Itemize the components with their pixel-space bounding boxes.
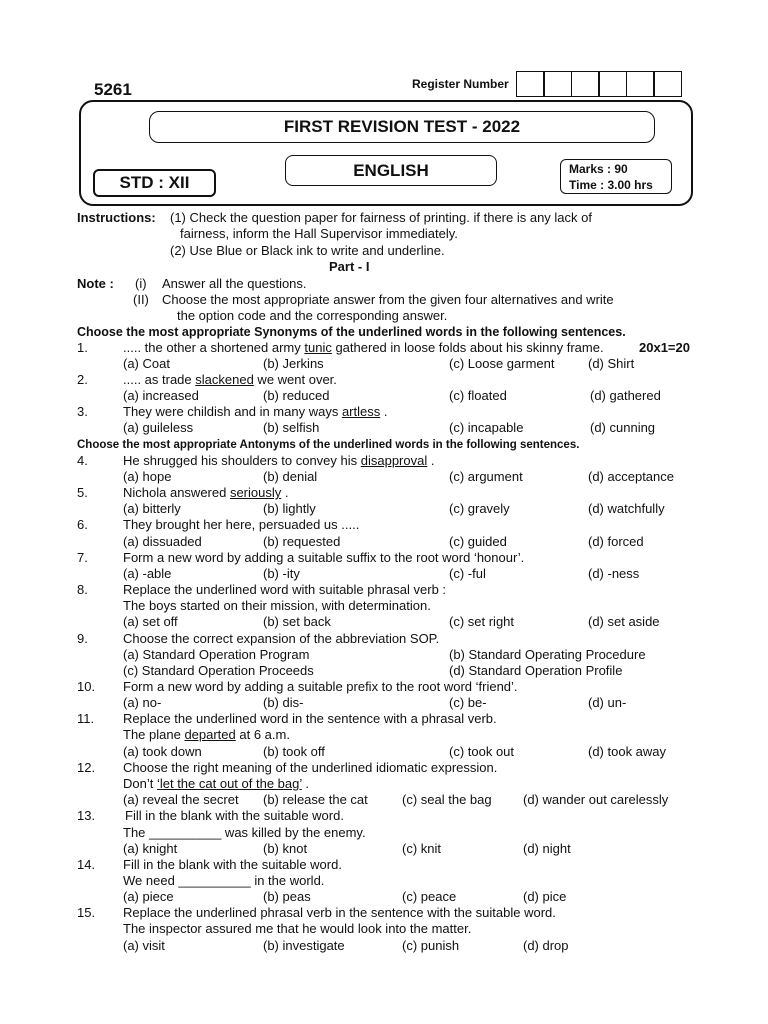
part-heading: Part - I	[329, 259, 370, 274]
question-text: Choose the right meaning of the underlined idiomatic expression.	[123, 760, 498, 775]
note-text: the option code and the corresponding answer.	[177, 308, 448, 323]
question-text: Fill in the blank with the suitable word.	[123, 857, 342, 872]
question-text-part: ..... the other a shortened army	[123, 340, 305, 355]
register-digit-box[interactable]	[571, 71, 600, 97]
underlined-word: tunic	[304, 340, 332, 355]
option-b[interactable]: (b) dis-	[263, 695, 304, 710]
instruction-line: (2) Use Blue or Black ink to write and underline.	[170, 243, 445, 258]
time-text: Time : 3.00 hrs	[569, 178, 653, 192]
option-c[interactable]: (c) argument	[449, 469, 523, 484]
option-c[interactable]: (c) knit	[402, 841, 441, 856]
question-text-part: .	[380, 404, 388, 419]
question-text	[123, 727, 290, 743]
question-text-part: They were childish and in many ways	[123, 404, 342, 419]
question-text	[123, 776, 309, 792]
option-b[interactable]: (b) release the cat	[263, 792, 368, 807]
option-b[interactable]: (b) knot	[263, 841, 308, 856]
question-number: 14.	[77, 857, 96, 872]
question-text-part: we went over.	[253, 372, 337, 387]
option-d[interactable]: (d) pice	[523, 889, 567, 904]
question-number: 3.	[77, 404, 88, 419]
register-number-label: Register Number	[412, 77, 509, 91]
note-num: (i)	[135, 276, 147, 291]
option-b[interactable]: (b) peas	[263, 889, 311, 904]
option-c[interactable]: (c) -ful	[449, 566, 486, 581]
option-c[interactable]: (c) be-	[449, 695, 487, 710]
option-a[interactable]: (a) piece	[123, 889, 174, 904]
question-text: Form a new word by adding a suitable suffix to the root word ‘honour’.	[123, 550, 525, 565]
question-number: 5.	[77, 485, 88, 500]
question-number: 12.	[77, 760, 96, 775]
register-digit-box[interactable]	[653, 71, 682, 97]
option-d[interactable]: (d) Shirt	[588, 356, 635, 371]
note-text: Choose the most appropriate answer from the given four alternatives and write	[162, 292, 614, 307]
option-d[interactable]: (d) wander out carelessly	[523, 792, 669, 807]
question-text-part: Nichola answered	[123, 485, 230, 500]
option-a[interactable]: (a) increased	[123, 388, 199, 403]
question-text-part: ..... as trade	[123, 372, 196, 387]
option-d[interactable]: (d) Standard Operation Profile	[449, 663, 623, 678]
question-number: 9.	[77, 631, 88, 646]
question-text: Replace the underlined phrasal verb in the sentence with the suitable word.	[123, 905, 556, 920]
option-a[interactable]: (a) guileless	[123, 420, 194, 435]
instruction-line: fairness, inform the Hall Supervisor immediately.	[180, 226, 458, 241]
option-a[interactable]: (a) took down	[123, 744, 202, 759]
option-c[interactable]: (c) Standard Operation Proceeds	[123, 663, 314, 678]
option-a[interactable]: (a) dissuaded	[123, 534, 202, 549]
option-b[interactable]: (b) set back	[263, 614, 331, 629]
option-b[interactable]: (b) Jerkins	[263, 356, 324, 371]
option-c[interactable]: (c) punish	[402, 938, 460, 953]
underlined-word: disapproval	[360, 453, 428, 468]
option-d[interactable]: (d) acceptance	[588, 469, 674, 484]
option-d[interactable]: (d) watchfully	[588, 501, 665, 516]
question-text-part: .	[427, 453, 435, 468]
underlined-word: seriously	[229, 485, 282, 500]
section-heading-synonyms: Choose the most appropriate Synonyms of the underlined words in the following sentences.	[77, 325, 626, 339]
question-number: 6.	[77, 517, 88, 532]
option-b[interactable]: (b) lightly	[263, 501, 316, 516]
option-d[interactable]: (d) -ness	[588, 566, 640, 581]
question-number: 15.	[77, 905, 96, 920]
option-c[interactable]: (c) Loose garment	[449, 356, 555, 371]
underlined-word: slackened	[195, 372, 254, 387]
option-a[interactable]: (a) reveal the secret	[123, 792, 239, 807]
option-d[interactable]: (d) cunning	[590, 420, 656, 435]
option-b[interactable]: (b) reduced	[263, 388, 330, 403]
question-text: Form a new word by adding a suitable prefix to the root word ‘friend’.	[123, 679, 518, 694]
question-number: 13.	[77, 808, 96, 823]
question-text-part: .	[301, 776, 309, 791]
option-a[interactable]: (a) Coat	[123, 356, 170, 371]
option-d[interactable]: (d) gathered	[590, 388, 661, 403]
question-text: Choose the correct expansion of the abbreviation SOP.	[123, 631, 440, 646]
question-number: 8.	[77, 582, 88, 597]
option-a[interactable]: (a) no-	[123, 695, 162, 710]
question-text	[123, 340, 604, 356]
question-number: 1.	[77, 340, 88, 355]
option-a[interactable]: (a) bitterly	[123, 501, 181, 516]
exam-title: FIRST REVISION TEST - 2022	[149, 111, 655, 143]
question-text: The boys started on their mission, with determination.	[123, 598, 431, 613]
question-number: 11.	[77, 711, 95, 726]
option-a[interactable]: (a) set off	[123, 614, 178, 629]
question-text: Replace the underlined word in the sentence with a phrasal verb.	[123, 711, 497, 726]
underlined-word: ‘let the cat out of the bag’	[156, 776, 302, 791]
register-digit-box[interactable]	[598, 71, 627, 97]
option-b[interactable]: (b) took off	[263, 744, 325, 759]
question-text-part: gathered in loose folds about his skinny frame.	[331, 340, 604, 355]
option-a[interactable]: (a) visit	[123, 938, 165, 953]
option-d[interactable]: (d) forced	[588, 534, 644, 549]
underlined-word: artless	[341, 404, 381, 419]
option-b[interactable]: (b) investigate	[263, 938, 345, 953]
register-digit-box[interactable]	[516, 71, 545, 97]
marks-text: Marks : 90	[569, 162, 628, 176]
option-b[interactable]: (b) requested	[263, 534, 341, 549]
option-a[interactable]: (a) hope	[123, 469, 172, 484]
note-label: Note :	[77, 276, 114, 291]
question-number: 10.	[77, 679, 96, 694]
option-c[interactable]: (c) incapable	[449, 420, 524, 435]
option-c[interactable]: (c) gravely	[449, 501, 510, 516]
option-d[interactable]: (d) night	[523, 841, 571, 856]
option-c[interactable]: (c) set right	[449, 614, 515, 629]
question-text	[123, 453, 434, 469]
option-c[interactable]: (c) took out	[449, 744, 515, 759]
question-text: The inspector assured me that he would look into the matter.	[123, 921, 472, 936]
section-heading-antonyms: Choose the most appropriate Antonyms of the underlined words in the following sentences.	[77, 439, 580, 451]
option-a[interactable]: (a) Standard Operation Program	[123, 647, 310, 662]
question-text: The __________ was killed by the enemy.	[123, 825, 366, 840]
option-d[interactable]: (d) un-	[588, 695, 627, 710]
marks-time-box	[560, 159, 672, 194]
option-d[interactable]: (d) drop	[523, 938, 569, 953]
option-c[interactable]: (c) seal the bag	[402, 792, 492, 807]
instruction-line: (1) Check the question paper for fairness of printing. if there is any lack of	[170, 210, 592, 225]
note-num: (II)	[133, 292, 149, 307]
std-label: STD : XII	[93, 169, 216, 197]
question-number: 2.	[77, 372, 88, 387]
option-a[interactable]: (a) knight	[123, 841, 178, 856]
underlined-word: departed	[184, 727, 236, 742]
question-text: We need __________ in the world.	[123, 873, 325, 888]
question-text-part: .	[281, 485, 289, 500]
option-d[interactable]: (d) took away	[588, 744, 667, 759]
question-text-part: The plane	[123, 727, 185, 742]
question-text	[123, 372, 337, 388]
question-number: 4.	[77, 453, 88, 468]
option-b[interactable]: (b) -ity	[263, 566, 300, 581]
register-number-boxes[interactable]	[517, 71, 682, 97]
instructions-label: Instructions:	[77, 210, 156, 225]
option-c[interactable]: (c) peace	[402, 889, 457, 904]
option-c[interactable]: (c) guided	[449, 534, 507, 549]
question-text: They brought her here, persuaded us .....	[123, 517, 360, 532]
marks-allocation: 20x1=20	[639, 340, 690, 355]
option-a[interactable]: (a) -able	[123, 566, 172, 581]
question-text-part: Don’t	[123, 776, 157, 791]
option-c[interactable]: (c) floated	[449, 388, 507, 403]
question-text: Replace the underlined word with suitable phrasal verb :	[123, 582, 447, 597]
question-text-part: at 6 a.m.	[235, 727, 290, 742]
option-b[interactable]: (b) Standard Operating Procedure	[449, 647, 646, 662]
question-number: 7.	[77, 550, 88, 565]
register-digit-box[interactable]	[626, 71, 655, 97]
question-text	[123, 485, 288, 501]
paper-code: 5261	[94, 80, 132, 99]
question-text: Fill in the blank with the suitable word.	[125, 808, 344, 823]
register-digit-box[interactable]	[543, 71, 572, 97]
option-d[interactable]: (d) set aside	[588, 614, 660, 629]
question-text	[123, 404, 387, 420]
subject-label: ENGLISH	[285, 155, 497, 186]
option-b[interactable]: (b) selfish	[263, 420, 320, 435]
option-b[interactable]: (b) denial	[263, 469, 318, 484]
question-text-part: He shrugged his shoulders to convey his	[123, 453, 361, 468]
note-text: Answer all the questions.	[162, 276, 307, 291]
